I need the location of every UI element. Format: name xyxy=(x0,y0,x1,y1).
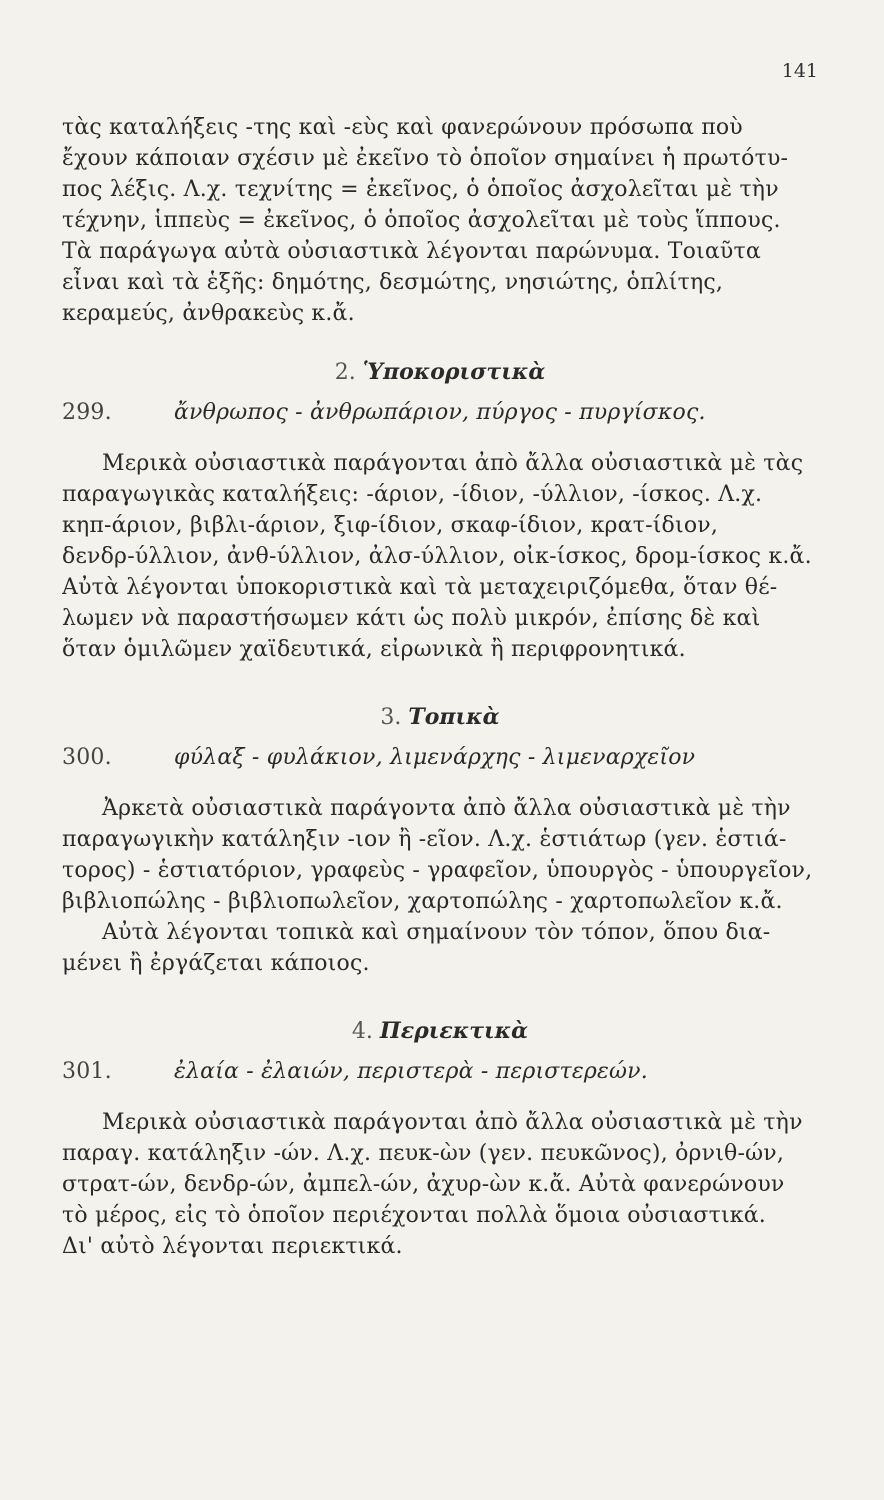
text-line: παραγ. κατάληξιν -ών. Λ.χ. πευκ-ὼν (γεν. πευκῶνος), ὀρνιθ-ών, xyxy=(62,1141,785,1166)
text-line: Αὐτὰ λέγονται ὑποκοριστικὰ καὶ τὰ μεταχειριζόμεθα, ὅταν θέ- xyxy=(62,575,778,600)
rule-example: φύλαξ - φυλάκιον, λιμενάρχης - λιμεναρχεῖον xyxy=(174,745,696,770)
text-line: πος λέξις. Λ.χ. τεχνίτης = ἐκεῖνος, ὁ ὁποῖος ἀσχολεῖται μὲ τὴν xyxy=(62,177,779,202)
text-line: ἔχουν κάποιαν σχέσιν μὲ ἐκεῖνο τὸ ὁποῖον σημαίνει ἡ πρωτότυ- xyxy=(62,146,789,171)
text-line: τορος) - ἑστιατόριον, γραφεὺς - γραφεῖον, ὑπουργὸς - ὑπουργεῖον, xyxy=(62,858,813,883)
section-paragraph xyxy=(62,1107,818,1262)
section-title: Τοπικὰ xyxy=(408,704,500,730)
page-number: 141 xyxy=(781,60,818,82)
intro-paragraph xyxy=(62,112,818,329)
section-paragraph xyxy=(62,793,818,979)
text-line: τὸ μέρος, εἰς τὸ ὁποῖον περιέχονται πολλὰ ὅμοια οὐσιαστικά. xyxy=(62,1203,766,1228)
section-number: 3. xyxy=(380,705,402,730)
section-heading xyxy=(62,357,818,388)
rule-number: 299. xyxy=(62,400,112,425)
rule-number: 301. xyxy=(62,1059,112,1084)
rule-line xyxy=(62,742,818,773)
text-line: κεραμεύς, ἀνθρακεὺς κ.ἄ. xyxy=(62,301,355,326)
section-paragraph xyxy=(62,448,818,665)
text-line: Αὐτὰ λέγονται τοπικὰ καὶ σημαίνουν τὸν τόπον, ὅπου δια- xyxy=(102,920,771,945)
section-title: Ὑποκοριστικὰ xyxy=(362,359,546,385)
text-line: ὅταν ὁμιλῶμεν χαϊδευτικά, εἰρωνικὰ ἢ περιφρονητικά. xyxy=(62,637,686,662)
rule-number: 300. xyxy=(62,745,112,770)
text-line: Ἀρκετὰ οὐσιαστικὰ παράγοντα ἀπὸ ἄλλα οὐσιαστικὰ μὲ τὴν xyxy=(102,796,791,821)
book-page xyxy=(62,0,818,1500)
text-line: λωμεν νὰ παραστήσωμεν κάτι ὡς πολὺ μικρόν, ἐπίσης δὲ καὶ xyxy=(62,606,761,631)
text-line: Δι' αὐτὸ λέγονται περιεκτικά. xyxy=(62,1234,403,1259)
section-heading xyxy=(62,1016,818,1047)
rule-example: ἄνθρωπος - ἀνθρωπάριον, πύργος - πυργίσκος. xyxy=(174,400,706,425)
rule-line xyxy=(62,397,818,428)
section-number: 4. xyxy=(351,1019,373,1044)
text-line: δενδρ-ύλλιον, ἀνθ-ύλλιον, ἀλσ-ύλλιον, οἰκ-ίσκος, δρομ-ίσκος κ.ἄ. xyxy=(62,544,812,569)
rule-line xyxy=(62,1056,818,1087)
text-line: κηπ-άριον, βιβλι-άριον, ξιφ-ίδιον, σκαφ-ίδιον, κρατ-ίδιον, xyxy=(62,513,719,538)
text-line: στρατ-ών, δενδρ-ών, ἀμπελ-ών, ἀχυρ-ὼν κ.ἄ. Αὐτὰ φανερώνουν xyxy=(62,1172,785,1197)
section-heading xyxy=(62,702,818,733)
section-title: Περιεκτικὰ xyxy=(379,1018,529,1044)
rule-example: ἐλαία - ἐλαιών, περιστερὰ - περιστερεών. xyxy=(174,1059,648,1084)
text-line: εἶναι καὶ τὰ ἑξῆς: δημότης, δεσμώτης, νησιώτης, ὁπλίτης, xyxy=(62,270,724,295)
text-line: Μερικὰ οὐσιαστικὰ παράγονται ἀπὸ ἄλλα οὐσιαστικὰ μὲ τὰς xyxy=(102,451,804,476)
text-line: Τὰ παράγωγα αὐτὰ οὐσιαστικὰ λέγονται παρώνυμα. Τοιαῦτα xyxy=(62,239,761,264)
text-line: τὰς καταλήξεις -της καὶ -εὺς καὶ φανερώνουν πρόσωπα ποὺ xyxy=(62,115,743,140)
text-line: μένει ἢ ἐργάζεται κάποιος. xyxy=(62,951,370,976)
text-line: Μερικὰ οὐσιαστικὰ παράγονται ἀπὸ ἄλλα οὐσιαστικὰ μὲ τὴν xyxy=(102,1110,803,1135)
text-line: παραγωγικὴν κατάληξιν -ιον ἢ -εῖον. Λ.χ. ἑστιάτωρ (γεν. ἑστιά- xyxy=(62,827,787,852)
text-line: βιβλιοπώλης - βιβλιοπωλεῖον, χαρτοπώλης - χαρτοπωλεῖον κ.ἄ. xyxy=(62,889,783,914)
section-number: 2. xyxy=(334,360,356,385)
text-line: παραγωγικὰς καταλήξεις: -άριον, -ίδιον, -ύλλιον, -ίσκος. Λ.χ. xyxy=(62,482,763,507)
text-line: τέχνην, ἱππεὺς = ἐκεῖνος, ὁ ὁποῖος ἀσχολεῖται μὲ τοὺς ἵππους. xyxy=(62,208,781,233)
page-body xyxy=(62,112,818,1262)
